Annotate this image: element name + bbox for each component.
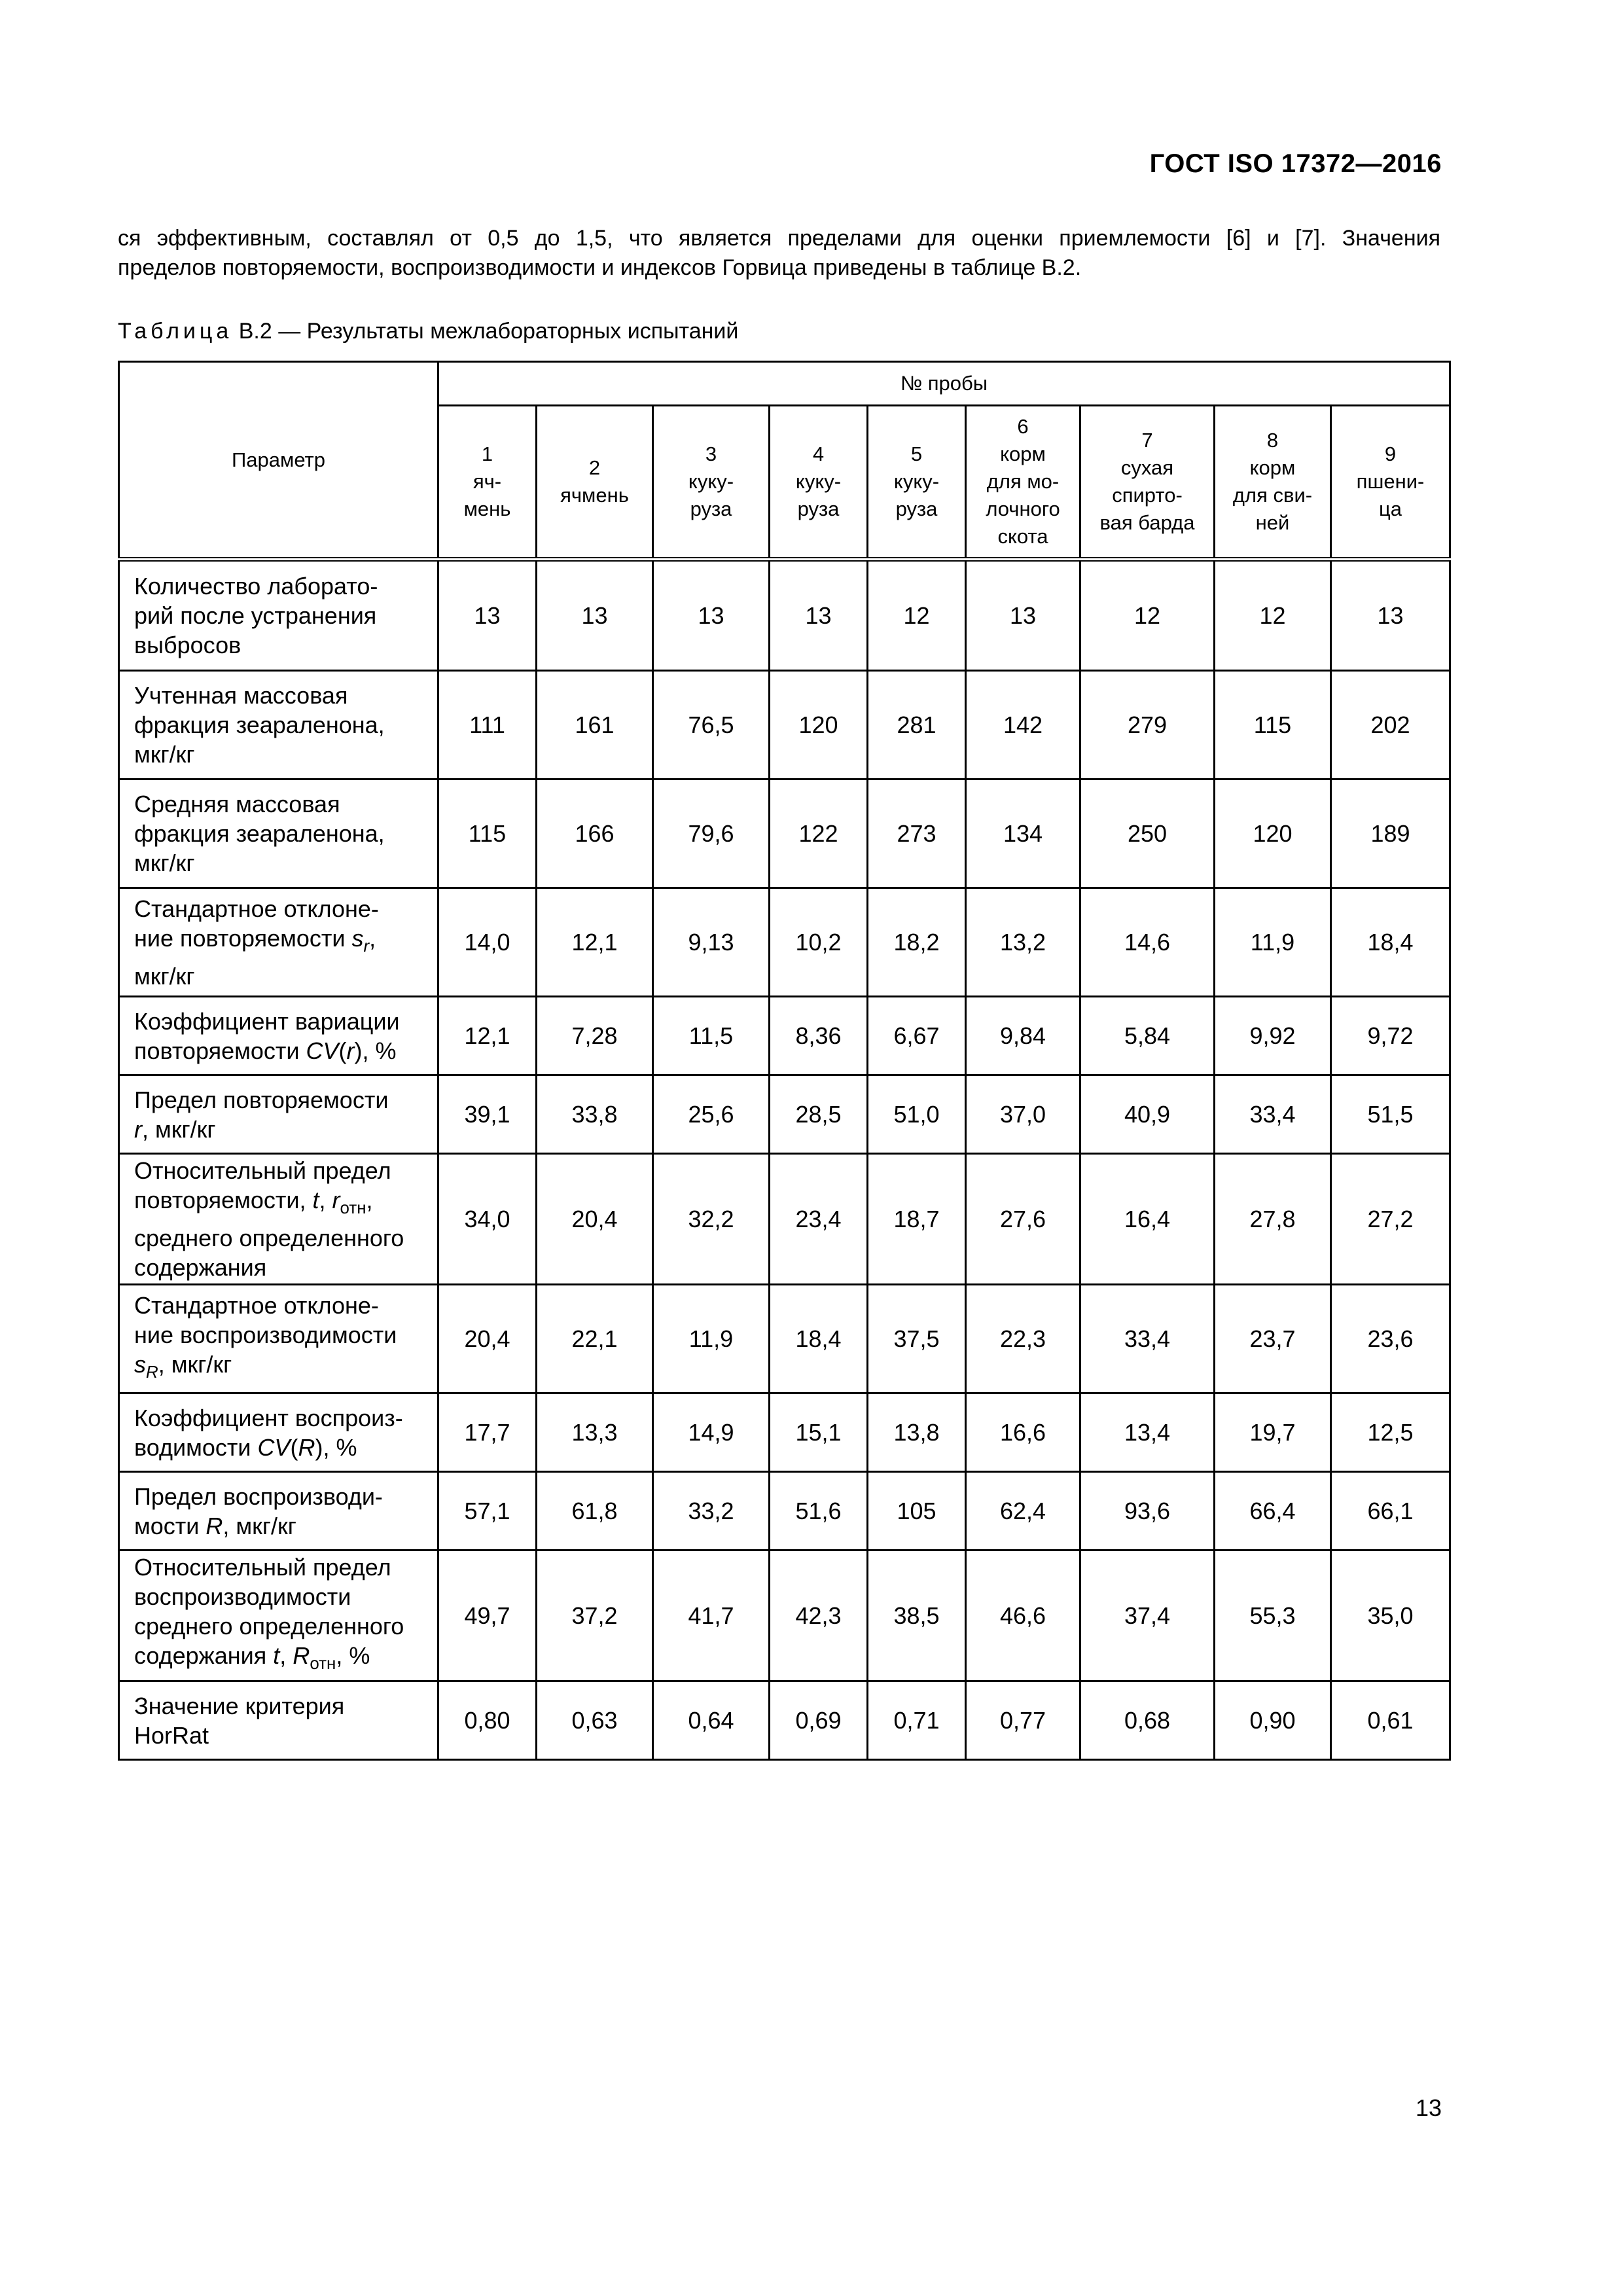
table-row xyxy=(119,1285,1450,1393)
param-cell: Предел повторяемости r, мкг/кг xyxy=(119,1075,438,1154)
value-cell: 250 xyxy=(1080,780,1215,888)
document-code: ГОСТ ISO 17372—2016 xyxy=(1149,149,1442,178)
value-cell: 14,9 xyxy=(653,1393,770,1472)
probe-column-label: 5 куку- руза xyxy=(893,442,940,520)
table-row xyxy=(119,1472,1450,1551)
value-cell: 16,4 xyxy=(1080,1154,1215,1285)
value-cell: 23,4 xyxy=(770,1154,868,1285)
value-cell: 9,84 xyxy=(966,997,1080,1075)
value-cell: 111 xyxy=(438,671,537,780)
value-cell: 0,64 xyxy=(653,1681,770,1760)
probe-number-header: № пробы xyxy=(438,362,1450,406)
value-cell: 189 xyxy=(1331,780,1450,888)
value-cell: 25,6 xyxy=(653,1075,770,1154)
value-cell: 8,36 xyxy=(770,997,868,1075)
value-cell: 51,5 xyxy=(1331,1075,1450,1154)
value-cell: 13,3 xyxy=(537,1393,653,1472)
value-cell: 23,7 xyxy=(1215,1285,1331,1393)
value-cell: 10,2 xyxy=(770,888,868,997)
probe-column-header xyxy=(966,406,1080,560)
value-cell: 38,5 xyxy=(868,1551,966,1681)
value-cell: 9,72 xyxy=(1331,997,1450,1075)
value-cell: 20,4 xyxy=(537,1154,653,1285)
table-row xyxy=(119,780,1450,888)
value-cell: 33,4 xyxy=(1080,1285,1215,1393)
page-number: 13 xyxy=(1415,2094,1442,2121)
value-cell: 93,6 xyxy=(1080,1472,1215,1551)
value-cell: 17,7 xyxy=(438,1393,537,1472)
value-cell: 11,5 xyxy=(653,997,770,1075)
value-cell: 166 xyxy=(537,780,653,888)
table-caption-label: Таблица xyxy=(118,319,233,344)
value-cell: 62,4 xyxy=(966,1472,1080,1551)
value-cell: 12 xyxy=(868,560,966,671)
value-cell: 122 xyxy=(770,780,868,888)
probe-column-label: 4 куку- руза xyxy=(795,442,842,520)
intro-line-1: ся эффективным, составлял от 0,5 до 1,5, что является пределами для оценки приемлемости [6] и [7]. Значения xyxy=(118,226,1440,251)
value-cell: 5,84 xyxy=(1080,997,1215,1075)
value-cell: 39,1 xyxy=(438,1075,537,1154)
table-row xyxy=(119,997,1450,1075)
results-table xyxy=(118,361,1451,1761)
value-cell: 32,2 xyxy=(653,1154,770,1285)
value-cell: 161 xyxy=(537,671,653,780)
value-cell: 14,0 xyxy=(438,888,537,997)
param-cell: Средняя массовая фракция зеараленона, мкг/кг xyxy=(119,780,438,888)
value-cell: 79,6 xyxy=(653,780,770,888)
value-cell: 33,4 xyxy=(1215,1075,1331,1154)
value-cell: 13 xyxy=(966,560,1080,671)
value-cell: 15,1 xyxy=(770,1393,868,1472)
value-cell: 28,5 xyxy=(770,1075,868,1154)
value-cell: 120 xyxy=(1215,780,1331,888)
param-cell: Значение критерия HorRat xyxy=(119,1681,438,1760)
value-cell: 57,1 xyxy=(438,1472,537,1551)
value-cell: 34,0 xyxy=(438,1154,537,1285)
value-cell: 13,8 xyxy=(868,1393,966,1472)
value-cell: 22,1 xyxy=(537,1285,653,1393)
value-cell: 22,3 xyxy=(966,1285,1080,1393)
value-cell: 12,1 xyxy=(438,997,537,1075)
param-column-header: Параметр xyxy=(119,362,438,560)
param-cell: Коэффициент воспроиз- водимости CV(R), % xyxy=(119,1393,438,1472)
table-row xyxy=(119,560,1450,671)
value-cell: 14,6 xyxy=(1080,888,1215,997)
value-cell: 120 xyxy=(770,671,868,780)
value-cell: 27,2 xyxy=(1331,1154,1450,1285)
table-row xyxy=(119,1393,1450,1472)
probe-column-label: 9 пшени- ца xyxy=(1356,442,1425,520)
value-cell: 9,13 xyxy=(653,888,770,997)
value-cell: 0,71 xyxy=(868,1681,966,1760)
table-row xyxy=(119,888,1450,997)
value-cell: 12,5 xyxy=(1331,1393,1450,1472)
value-cell: 11,9 xyxy=(653,1285,770,1393)
value-cell: 27,8 xyxy=(1215,1154,1331,1285)
value-cell: 37,2 xyxy=(537,1551,653,1681)
value-cell: 12 xyxy=(1215,560,1331,671)
value-cell: 16,6 xyxy=(966,1393,1080,1472)
value-cell: 18,4 xyxy=(770,1285,868,1393)
value-cell: 35,0 xyxy=(1331,1551,1450,1681)
value-cell: 142 xyxy=(966,671,1080,780)
probe-column-label: 2 ячмень xyxy=(560,456,629,507)
value-cell: 279 xyxy=(1080,671,1215,780)
probe-column-label: 1 яч- мень xyxy=(463,442,511,520)
value-cell: 13 xyxy=(438,560,537,671)
probe-column-header xyxy=(1080,406,1215,560)
table-row xyxy=(119,671,1450,780)
value-cell: 18,2 xyxy=(868,888,966,997)
value-cell: 13 xyxy=(770,560,868,671)
value-cell: 115 xyxy=(438,780,537,888)
probe-column-header xyxy=(868,406,966,560)
value-cell: 13,2 xyxy=(966,888,1080,997)
value-cell: 115 xyxy=(1215,671,1331,780)
value-cell: 49,7 xyxy=(438,1551,537,1681)
value-cell: 19,7 xyxy=(1215,1393,1331,1472)
value-cell: 23,6 xyxy=(1331,1285,1450,1393)
param-cell: Коэффициент вариации повторяемости CV(r), % xyxy=(119,997,438,1075)
value-cell: 0,80 xyxy=(438,1681,537,1760)
param-cell: Предел воспроизводи- мости R, мкг/кг xyxy=(119,1472,438,1551)
value-cell: 0,63 xyxy=(537,1681,653,1760)
value-cell: 11,9 xyxy=(1215,888,1331,997)
value-cell: 61,8 xyxy=(537,1472,653,1551)
value-cell: 12,1 xyxy=(537,888,653,997)
value-cell: 13 xyxy=(1331,560,1450,671)
table-row xyxy=(119,1551,1450,1681)
table-caption-title: В.2 — Результаты межлабораторных испытаний xyxy=(232,319,739,344)
param-cell: Количество лаборато- рий после устранения выбросов xyxy=(119,560,438,671)
probe-column-header xyxy=(1331,406,1450,560)
param-cell: Стандартное отклоне- ние повторяемости $s_r$, мкг/кг xyxy=(119,888,438,997)
value-cell: 9,92 xyxy=(1215,997,1331,1075)
value-cell: 20,4 xyxy=(438,1285,537,1393)
value-cell: 134 xyxy=(966,780,1080,888)
probe-column-label: 7 сухая спирто- вая барда xyxy=(1099,429,1195,534)
value-cell: 202 xyxy=(1331,671,1450,780)
probe-column-header xyxy=(537,406,653,560)
param-cell: Учтенная массовая фракция зеараленона, мкг/кг xyxy=(119,671,438,780)
value-cell: 37,5 xyxy=(868,1285,966,1393)
value-cell: 33,8 xyxy=(537,1075,653,1154)
value-cell: 40,9 xyxy=(1080,1075,1215,1154)
value-cell: 51,0 xyxy=(868,1075,966,1154)
value-cell: 273 xyxy=(868,780,966,888)
probe-column-header xyxy=(1215,406,1331,560)
probe-column-label: 6 корм для мо- лочного скота xyxy=(986,415,1060,548)
probe-column-label: 8 корм для сви- ней xyxy=(1232,429,1313,534)
value-cell: 13,4 xyxy=(1080,1393,1215,1472)
value-cell: 55,3 xyxy=(1215,1551,1331,1681)
value-cell: 33,2 xyxy=(653,1472,770,1551)
value-cell: 27,6 xyxy=(966,1154,1080,1285)
intro-paragraph xyxy=(118,224,1440,283)
value-cell: 37,0 xyxy=(966,1075,1080,1154)
value-cell: 281 xyxy=(868,671,966,780)
param-cell: Относительный предел воспроизводимости среднего определенного содержания t, $R_{отн}$, % xyxy=(119,1551,438,1681)
value-cell: 46,6 xyxy=(966,1551,1080,1681)
value-cell: 76,5 xyxy=(653,671,770,780)
value-cell: 66,4 xyxy=(1215,1472,1331,1551)
value-cell: 0,69 xyxy=(770,1681,868,1760)
value-cell: 13 xyxy=(537,560,653,671)
value-cell: 66,1 xyxy=(1331,1472,1450,1551)
probe-column-label: 3 куку- руза xyxy=(688,442,734,520)
value-cell: 6,67 xyxy=(868,997,966,1075)
intro-line-2: пределов повторяемости, воспроизводимости и индексов Горвица приведены в таблице В.2. xyxy=(118,255,1082,280)
param-cell: Относительный предел повторяемости, t, $r_{отн}$, среднего определенного содержания xyxy=(119,1154,438,1285)
param-cell: Стандартное отклоне- ние воспроизводимости $s_R$, мкг/кг xyxy=(119,1285,438,1393)
value-cell: 51,6 xyxy=(770,1472,868,1551)
table-row xyxy=(119,1154,1450,1285)
value-cell: 13 xyxy=(653,560,770,671)
value-cell: 12 xyxy=(1080,560,1215,671)
value-cell: 105 xyxy=(868,1472,966,1551)
table-caption xyxy=(118,317,738,346)
value-cell: 37,4 xyxy=(1080,1551,1215,1681)
probe-column-header xyxy=(438,406,537,560)
value-cell: 0,77 xyxy=(966,1681,1080,1760)
probe-column-header xyxy=(653,406,770,560)
value-cell: 18,7 xyxy=(868,1154,966,1285)
probe-column-header xyxy=(770,406,868,560)
table-row xyxy=(119,1075,1450,1154)
value-cell: 0,90 xyxy=(1215,1681,1331,1760)
value-cell: 41,7 xyxy=(653,1551,770,1681)
table-row xyxy=(119,1681,1450,1760)
value-cell: 7,28 xyxy=(537,997,653,1075)
value-cell: 0,68 xyxy=(1080,1681,1215,1760)
value-cell: 42,3 xyxy=(770,1551,868,1681)
value-cell: 0,61 xyxy=(1331,1681,1450,1760)
value-cell: 18,4 xyxy=(1331,888,1450,997)
